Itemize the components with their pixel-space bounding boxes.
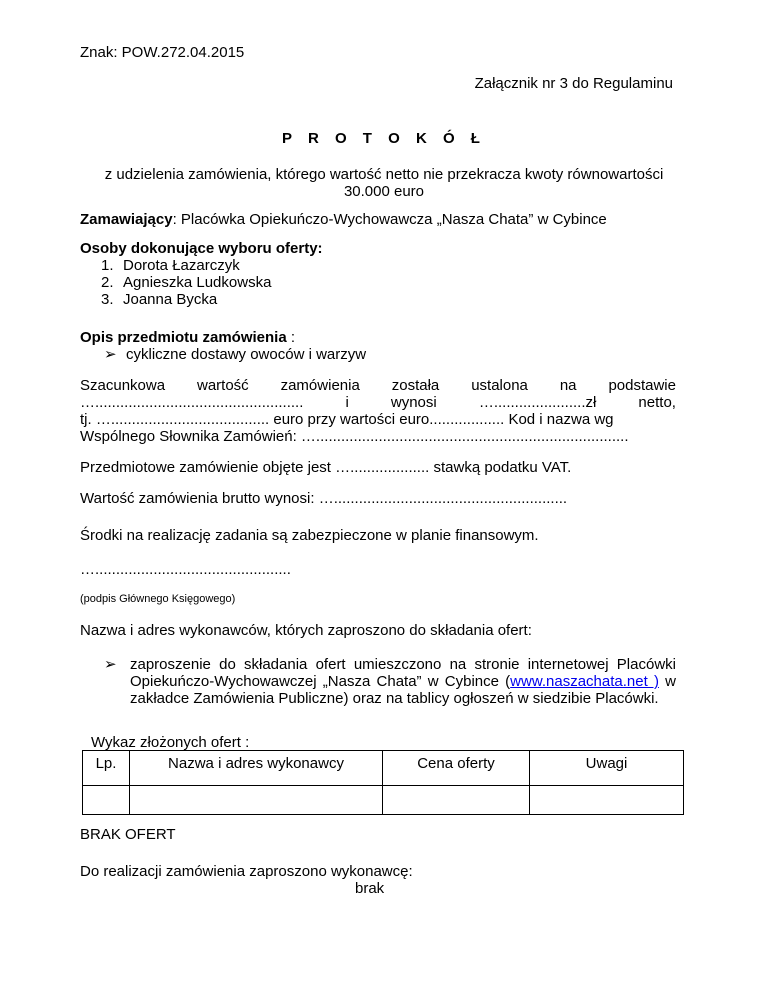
subject-bullet-item: ➢ cykliczne dostawy owoców i warzyw: [104, 346, 367, 363]
website-link[interactable]: www.naszachata.net ): [510, 673, 659, 690]
signature-label: (podpis Głównego Księgowego): [80, 593, 236, 605]
list-item: 2. Agnieszka Ludkowska: [101, 274, 272, 291]
subtitle-line-2: 30.000 euro: [343, 183, 425, 200]
offers-caption: Wykaz złożonych ofert :: [91, 734, 250, 751]
list-item: 1. Dorota Łazarczyk: [101, 257, 240, 274]
list-item: 3. Joanna Bycka: [101, 291, 218, 308]
offers-table: [82, 750, 684, 815]
arrow-bullet-icon: ➢: [104, 346, 117, 363]
estimate-line-4: Wspólnego Słownika Zamówień: …...........................................................................: [80, 428, 629, 445]
no-offers-text: BRAK OFERT: [80, 826, 176, 843]
arrow-bullet-icon: ➢: [104, 656, 117, 673]
column-header-lp: Lp.: [83, 751, 130, 786]
document-title: P R O T O K Ó Ł: [282, 130, 486, 147]
table-header-row: [83, 751, 684, 786]
table-cell: [83, 786, 130, 815]
orderer-value: : Placówka Opiekuńczo-Wychowawcza „Nasza Chata” w Cybince: [172, 211, 607, 228]
estimate-line-1: Szacunkowa wartość zamówienia została ustalona na podstawie: [80, 377, 676, 394]
subtitle-line-1: z udzielenia zamówienia, którego wartość netto nie przekracza kwoty równowartości: [104, 166, 664, 183]
attachment-label: Załącznik nr 3 do Regulaminu: [474, 75, 673, 92]
column-header-notes: Uwagi: [530, 751, 684, 786]
table-cell: [130, 786, 383, 815]
invitation-paragraph: zaproszenie do składania ofert umieszczono na stronie internetowej Placówki Opiekuńczo-Wychowawczej „Nasza Chata” w Cybince (www.naszachata.net ) w zakładce Zamówienia Publiczne) oraz na tablicy ogłoszeń w siedzibie Placówki.: [130, 656, 676, 707]
orderer-line: [80, 211, 607, 228]
vat-text: Przedmiotowe zamówienie objęte jest …................... stawką podatku VAT.: [80, 459, 572, 476]
persons-list: [80, 257, 271, 308]
gross-value-text: Wartość zamówienia brutto wynosi: …........................................................: [80, 490, 568, 507]
table-cell: [530, 786, 684, 815]
contractors-text: Nazwa i adres wykonawców, których zaproszono do składania ofert:: [80, 622, 532, 639]
subject-heading: Opis przedmiotu zamówienia :: [80, 329, 296, 346]
document-sign: Znak: POW.272.04.2015: [80, 44, 245, 61]
estimate-line-2: ….................................................. i wynosi …......................zł netto,: [80, 394, 676, 411]
orderer-label: Zamawiający: [80, 211, 173, 228]
invited-text: Do realizacji zamówienia zaproszono wykonawcę:: [80, 863, 413, 880]
funds-text: Środki na realizację zadania są zabezpieczone w planie finansowym.: [80, 527, 539, 544]
table-row: [83, 786, 684, 815]
signature-line: …...............................................: [80, 561, 291, 578]
column-header-price: Cena oferty: [383, 751, 530, 786]
persons-heading: Osoby dokonujące wyboru oferty:: [80, 240, 323, 257]
column-header-name: Nazwa i adres wykonawcy: [130, 751, 383, 786]
table-cell: [383, 786, 530, 815]
estimate-line-3: tj. …...................................... euro przy wartości euro.................. Kod i nazwa wg: [80, 411, 614, 428]
invited-value: brak: [355, 880, 385, 897]
